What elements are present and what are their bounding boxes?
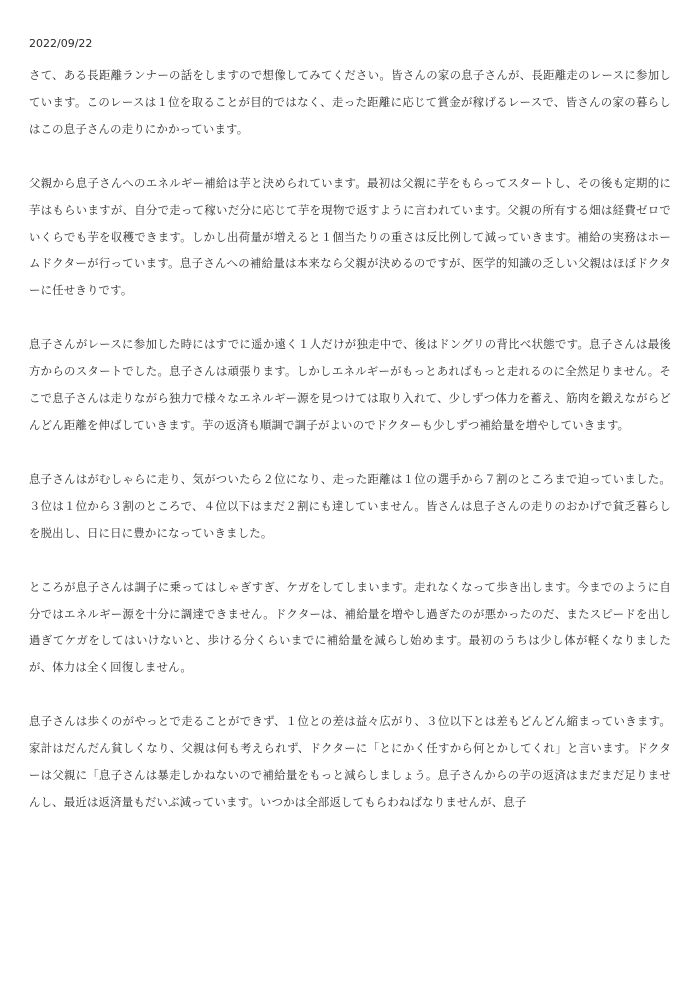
paragraph-5: ところが息子さんは調子に乗ってはしゃぎすぎ、ケガをしてしまいます。走れなくなって歩き出します。今までのように自分ではエネルギー源を十分に調達できません。ドクターは、補給量を増やし過ぎたのが悪かったのだ、またスピードを出し過ぎてケガをしてはいけないと、歩ける分くらいまでに補給量を減らし始めます。最初のうちは少し体が軽くなりましたが、体力は全く回復しません。 (29, 579, 671, 675)
document-date: 2022/09/22 (29, 37, 93, 50)
paragraph-1: さて、ある長距離ランナーの話をしますので想像してみてください。皆さんの家の息子さんが、長距離走のレースに参加しています。このレースは１位を取ることが目的ではなく、走った距離に応じて賞金が稼げるレースで、皆さんの家の暮らしはこの息子さんの走りにかかっています。 (29, 68, 671, 136)
paragraph-4: 息子さんはがむしゃらに走り、気がついたら２位になり、走った距離は１位の選手から７割のところまで迫っていました。３位は１位から３割のところで、４位以下はまだ２割にも達していません。皆さんは息子さんの走りのおかげで貧乏暮らしを脱出し、日に日に豊かになっていきました。 (29, 471, 671, 540)
paragraph-2: 父親から息子さんへのエネルギー補給は芋と決められています。最初は父親に芋をもらってスタートし、その後も定期的に芋はもらいますが、自分で走って稼いだ分に応じて芋を現物で返すように言われています。父親の所有する畑は経費ゼロでいくらでも芋を収穫できます。しかし出荷量が増えると１個当たりの重さは反比例して減っていきます。補給の実務はホームドクターが行っています。息子さんへの補給量は本来なら父親が決めるのですが、医学的知識の乏しい父親はほぼドクターに任せきりです。 (29, 175, 671, 298)
document-page (29, 34, 671, 816)
paragraph-3: 息子さんがレースに参加した時にはすでに遥か遠く１人だけが独走中で、後はドングリの背比べ状態です。息子さんは最後方からのスタートでした。息子さんは頑張ります。しかしエネルギーがもっとあればもっと走れるのに全然足りません。そこで息子さんは走りながら独力で様々なエネルギー源を見つけては取り入れて、少しずつ体力を蓄え、筋肉を鍛えながらどんどん距離を伸ばしていきます。芋の返済も順調で調子がよいのでドクターも少しずつ補給量を増やしていきます。 (29, 337, 671, 432)
paragraph-6: 息子さんは歩くのがやっとで走ることができず、１位との差は益々広がり、３位以下とは差もどんどん縮まっていきます。家計はだんだん貧しくなり、父親は何も考えられず、ドクターに「とにかく任すから何とかしてくれ」と言います。ドクターは父親に「息子さんは暴走しかねないので補給量をもっと減らしましょう。息子さんからの芋の返済はまだまだ足りませんし、最近は返済量もだいぶ減っています。いつかは全部返してもらわねばなりませんが、息子 (29, 714, 671, 809)
